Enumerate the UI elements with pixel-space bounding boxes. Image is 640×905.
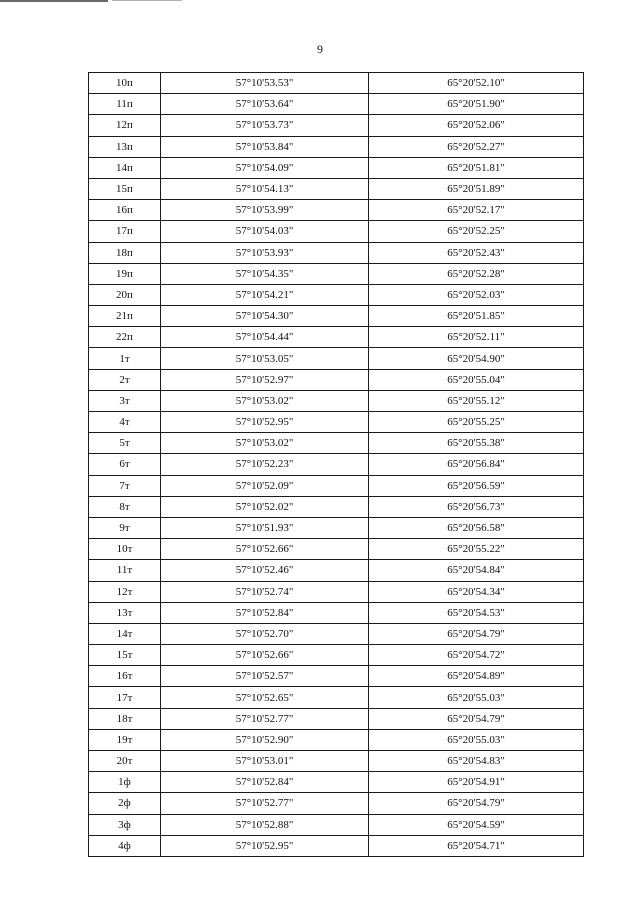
scan-edge-mark-faint xyxy=(112,0,182,1)
latitude-cell: 57°10'52.66" xyxy=(161,539,369,560)
table-row xyxy=(89,687,584,708)
latitude-cell: 57°10'52.46" xyxy=(161,560,369,581)
point-id-cell: 11т xyxy=(89,560,161,581)
longitude-cell: 65°20'55.12" xyxy=(369,390,584,411)
point-id-cell: 12т xyxy=(89,581,161,602)
table-row xyxy=(89,94,584,115)
table-row xyxy=(89,814,584,835)
latitude-cell: 57°10'52.66" xyxy=(161,645,369,666)
latitude-cell: 57°10'52.70" xyxy=(161,623,369,644)
longitude-cell: 65°20'54.84" xyxy=(369,560,584,581)
longitude-cell: 65°20'56.58" xyxy=(369,517,584,538)
point-id-cell: 19т xyxy=(89,729,161,750)
longitude-cell: 65°20'55.03" xyxy=(369,687,584,708)
point-id-cell: 1ф xyxy=(89,772,161,793)
table-row xyxy=(89,73,584,94)
table-row xyxy=(89,602,584,623)
table-row xyxy=(89,539,584,560)
latitude-cell: 57°10'52.23" xyxy=(161,454,369,475)
coordinates-table-body xyxy=(89,73,584,857)
longitude-cell: 65°20'55.25" xyxy=(369,412,584,433)
point-id-cell: 3ф xyxy=(89,814,161,835)
longitude-cell: 65°20'52.25" xyxy=(369,221,584,242)
table-row xyxy=(89,136,584,157)
longitude-cell: 65°20'54.53" xyxy=(369,602,584,623)
page-number: 9 xyxy=(317,42,323,56)
point-id-cell: 18п xyxy=(89,242,161,263)
longitude-cell: 65°20'54.79" xyxy=(369,708,584,729)
point-id-cell: 22п xyxy=(89,327,161,348)
latitude-cell: 57°10'53.73" xyxy=(161,115,369,136)
table-row xyxy=(89,581,584,602)
table-row xyxy=(89,412,584,433)
longitude-cell: 65°20'54.91" xyxy=(369,772,584,793)
point-id-cell: 4ф xyxy=(89,835,161,856)
point-id-cell: 13т xyxy=(89,602,161,623)
point-id-cell: 2т xyxy=(89,369,161,390)
latitude-cell: 57°10'52.97" xyxy=(161,369,369,390)
latitude-cell: 57°10'54.35" xyxy=(161,263,369,284)
longitude-cell: 65°20'54.79" xyxy=(369,793,584,814)
table-row xyxy=(89,560,584,581)
longitude-cell: 65°20'52.06" xyxy=(369,115,584,136)
latitude-cell: 57°10'52.95" xyxy=(161,835,369,856)
longitude-cell: 65°20'55.22" xyxy=(369,539,584,560)
point-id-cell: 20т xyxy=(89,751,161,772)
longitude-cell: 65°20'56.59" xyxy=(369,475,584,496)
table-row xyxy=(89,835,584,856)
latitude-cell: 57°10'54.13" xyxy=(161,178,369,199)
point-id-cell: 10т xyxy=(89,539,161,560)
coordinates-table xyxy=(88,72,584,857)
latitude-cell: 57°10'54.09" xyxy=(161,157,369,178)
point-id-cell: 18т xyxy=(89,708,161,729)
longitude-cell: 65°20'54.89" xyxy=(369,666,584,687)
longitude-cell: 65°20'52.43" xyxy=(369,242,584,263)
longitude-cell: 65°20'56.84" xyxy=(369,454,584,475)
point-id-cell: 6т xyxy=(89,454,161,475)
longitude-cell: 65°20'54.59" xyxy=(369,814,584,835)
table-row xyxy=(89,348,584,369)
point-id-cell: 9т xyxy=(89,517,161,538)
longitude-cell: 65°20'52.27" xyxy=(369,136,584,157)
latitude-cell: 57°10'53.84" xyxy=(161,136,369,157)
table-row xyxy=(89,433,584,454)
latitude-cell: 57°10'52.77" xyxy=(161,793,369,814)
point-id-cell: 1т xyxy=(89,348,161,369)
table-row xyxy=(89,772,584,793)
table-row xyxy=(89,390,584,411)
longitude-cell: 65°20'56.73" xyxy=(369,496,584,517)
point-id-cell: 12п xyxy=(89,115,161,136)
latitude-cell: 57°10'54.21" xyxy=(161,284,369,305)
point-id-cell: 20п xyxy=(89,284,161,305)
latitude-cell: 57°10'54.44" xyxy=(161,327,369,348)
point-id-cell: 15п xyxy=(89,178,161,199)
table-row xyxy=(89,242,584,263)
table-row xyxy=(89,178,584,199)
table-row xyxy=(89,496,584,517)
latitude-cell: 57°10'52.90" xyxy=(161,729,369,750)
table-row xyxy=(89,645,584,666)
latitude-cell: 57°10'51.93" xyxy=(161,517,369,538)
longitude-cell: 65°20'52.28" xyxy=(369,263,584,284)
latitude-cell: 57°10'52.88" xyxy=(161,814,369,835)
point-id-cell: 4т xyxy=(89,412,161,433)
point-id-cell: 8т xyxy=(89,496,161,517)
latitude-cell: 57°10'52.84" xyxy=(161,602,369,623)
scan-edge-mark xyxy=(0,0,108,2)
latitude-cell: 57°10'52.95" xyxy=(161,412,369,433)
table-row xyxy=(89,369,584,390)
longitude-cell: 65°20'55.03" xyxy=(369,729,584,750)
latitude-cell: 57°10'52.57" xyxy=(161,666,369,687)
table-row xyxy=(89,729,584,750)
point-id-cell: 3т xyxy=(89,390,161,411)
longitude-cell: 65°20'55.38" xyxy=(369,433,584,454)
longitude-cell: 65°20'54.34" xyxy=(369,581,584,602)
longitude-cell: 65°20'54.83" xyxy=(369,751,584,772)
latitude-cell: 57°10'52.84" xyxy=(161,772,369,793)
point-id-cell: 10п xyxy=(89,73,161,94)
latitude-cell: 57°10'53.05" xyxy=(161,348,369,369)
table-row xyxy=(89,623,584,644)
table-row xyxy=(89,263,584,284)
longitude-cell: 65°20'52.10" xyxy=(369,73,584,94)
longitude-cell: 65°20'55.04" xyxy=(369,369,584,390)
point-id-cell: 21п xyxy=(89,306,161,327)
longitude-cell: 65°20'52.03" xyxy=(369,284,584,305)
table-row xyxy=(89,157,584,178)
latitude-cell: 57°10'53.02" xyxy=(161,433,369,454)
table-row xyxy=(89,475,584,496)
point-id-cell: 16п xyxy=(89,200,161,221)
latitude-cell: 57°10'53.99" xyxy=(161,200,369,221)
point-id-cell: 14т xyxy=(89,623,161,644)
point-id-cell: 17п xyxy=(89,221,161,242)
longitude-cell: 65°20'51.81" xyxy=(369,157,584,178)
table-row xyxy=(89,517,584,538)
table-row xyxy=(89,115,584,136)
point-id-cell: 15т xyxy=(89,645,161,666)
latitude-cell: 57°10'52.77" xyxy=(161,708,369,729)
table-row xyxy=(89,221,584,242)
point-id-cell: 2ф xyxy=(89,793,161,814)
latitude-cell: 57°10'52.09" xyxy=(161,475,369,496)
point-id-cell: 19п xyxy=(89,263,161,284)
latitude-cell: 57°10'54.30" xyxy=(161,306,369,327)
latitude-cell: 57°10'53.64" xyxy=(161,94,369,115)
latitude-cell: 57°10'53.53" xyxy=(161,73,369,94)
table-row xyxy=(89,454,584,475)
longitude-cell: 65°20'54.72" xyxy=(369,645,584,666)
table-row xyxy=(89,284,584,305)
table-row xyxy=(89,327,584,348)
latitude-cell: 57°10'52.02" xyxy=(161,496,369,517)
longitude-cell: 65°20'54.71" xyxy=(369,835,584,856)
longitude-cell: 65°20'54.79" xyxy=(369,623,584,644)
latitude-cell: 57°10'53.93" xyxy=(161,242,369,263)
point-id-cell: 16т xyxy=(89,666,161,687)
longitude-cell: 65°20'52.11" xyxy=(369,327,584,348)
latitude-cell: 57°10'54.03" xyxy=(161,221,369,242)
table-row xyxy=(89,751,584,772)
table-row xyxy=(89,708,584,729)
table-row xyxy=(89,200,584,221)
longitude-cell: 65°20'52.17" xyxy=(369,200,584,221)
table-row xyxy=(89,666,584,687)
point-id-cell: 5т xyxy=(89,433,161,454)
latitude-cell: 57°10'53.01" xyxy=(161,751,369,772)
point-id-cell: 17т xyxy=(89,687,161,708)
table-row xyxy=(89,793,584,814)
point-id-cell: 11п xyxy=(89,94,161,115)
latitude-cell: 57°10'53.02" xyxy=(161,390,369,411)
longitude-cell: 65°20'51.89" xyxy=(369,178,584,199)
point-id-cell: 7т xyxy=(89,475,161,496)
point-id-cell: 14п xyxy=(89,157,161,178)
latitude-cell: 57°10'52.65" xyxy=(161,687,369,708)
table-row xyxy=(89,306,584,327)
longitude-cell: 65°20'51.85" xyxy=(369,306,584,327)
longitude-cell: 65°20'54.90" xyxy=(369,348,584,369)
point-id-cell: 13п xyxy=(89,136,161,157)
longitude-cell: 65°20'51.90" xyxy=(369,94,584,115)
latitude-cell: 57°10'52.74" xyxy=(161,581,369,602)
